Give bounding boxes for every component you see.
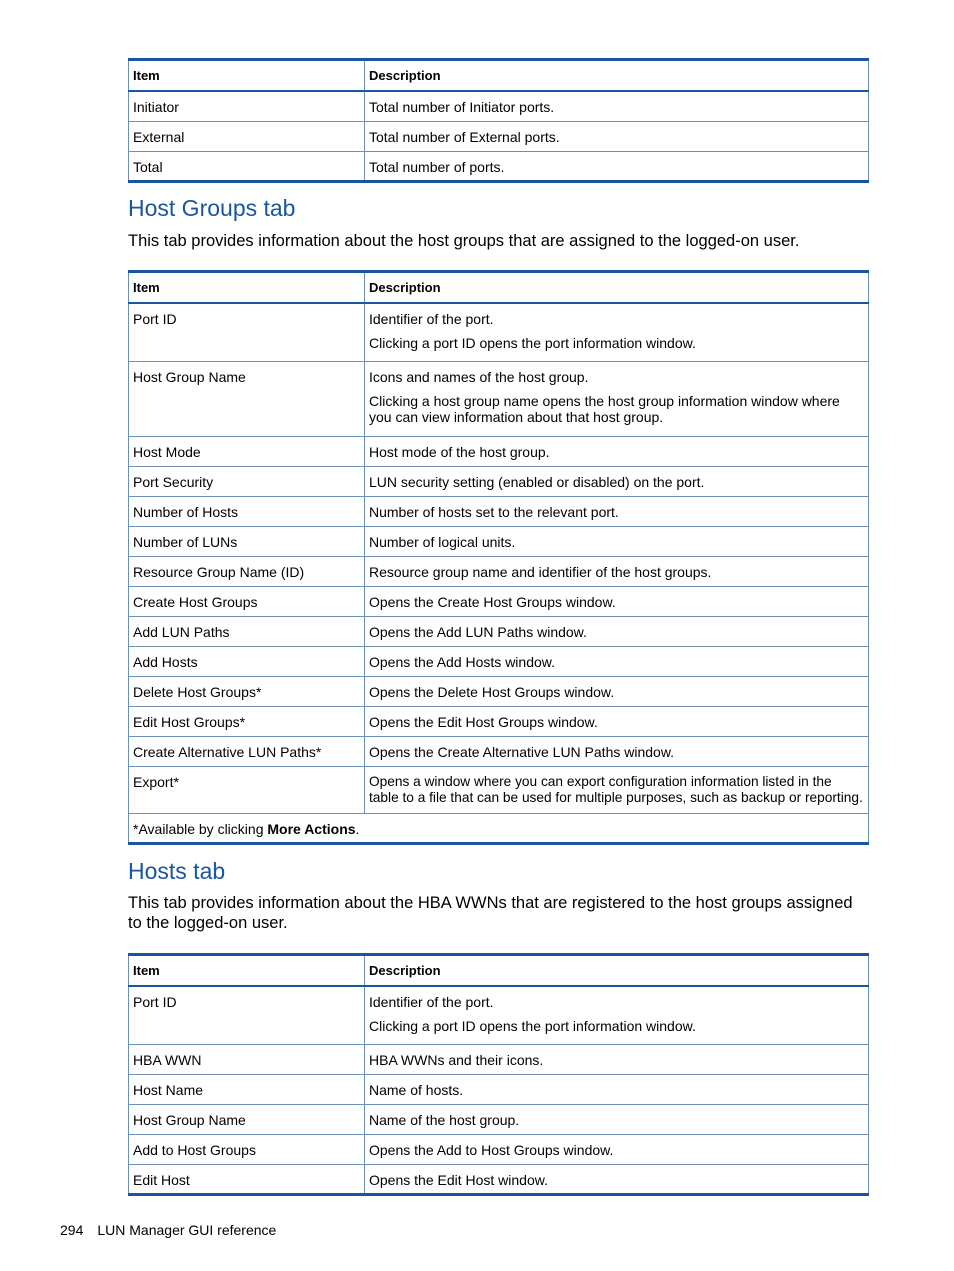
section-heading-hosts: Hosts tab [128, 858, 226, 884]
table-row [129, 151, 869, 181]
section-heading-host-groups: Host Groups tab [128, 195, 296, 221]
table-row [129, 1074, 869, 1104]
cell-item: Number of LUNs [129, 526, 365, 556]
cell-item: Resource Group Name (ID) [129, 556, 365, 586]
hosts-intro: This tab provides information about the HBA WWNs that are registered to the host groups assigned to the logged-on user. [128, 894, 853, 932]
cell-description: Opens a window where you can export configuration information listed in the table to a file that can be used for multiple purposes, such as backup or reporting. [365, 766, 869, 813]
cell-item: Host Group Name [129, 1104, 365, 1134]
cell-item: Port ID [129, 303, 365, 361]
table-row [129, 1164, 869, 1194]
header-description: Description [365, 955, 869, 987]
cell-description: Total number of External ports. [365, 121, 869, 151]
cell-item: Export* [129, 766, 365, 813]
ports-table [128, 58, 869, 183]
table-header-row [129, 60, 869, 92]
cell-description: Opens the Add LUN Paths window. [365, 616, 869, 646]
table-row [129, 1134, 869, 1164]
cell-description: LUN security setting (enabled or disabled) on the port. [365, 466, 869, 496]
footnote-period: . [355, 820, 360, 837]
cell-item: Delete Host Groups* [129, 676, 365, 706]
table-row [129, 986, 869, 1044]
cell-item: Edit Host Groups* [129, 706, 365, 736]
cell-description: Opens the Edit Host window. [365, 1164, 869, 1194]
table-header-row [129, 272, 869, 304]
cell-description: Opens the Add to Host Groups window. [365, 1134, 869, 1164]
table-row [129, 766, 869, 813]
cell-description: Opens the Delete Host Groups window. [365, 676, 869, 706]
hosts-table [128, 953, 869, 1196]
cell-description: Opens the Create Host Groups window. [365, 586, 869, 616]
table-footnote-row [129, 813, 869, 843]
table-header-row [129, 955, 869, 987]
table-row [129, 646, 869, 676]
cell-description: Opens the Add Hosts window. [365, 646, 869, 676]
cell-description: Total number of Initiator ports. [365, 91, 869, 121]
header-item: Item [129, 955, 365, 987]
table-row [129, 706, 869, 736]
cell-item: External [129, 121, 365, 151]
cell-item: Add to Host Groups [129, 1134, 365, 1164]
cell-description: Name of hosts. [365, 1074, 869, 1104]
cell-item: Total [129, 151, 365, 181]
cell-item: Add LUN Paths [129, 616, 365, 646]
cell-description: Name of the host group. [365, 1104, 869, 1134]
table-row [129, 496, 869, 526]
cell-item: Initiator [129, 91, 365, 121]
host-groups-intro: This tab provides information about the host groups that are assigned to the logged-on user. [128, 232, 800, 250]
cell-item: Port ID [129, 986, 365, 1044]
header-item: Item [129, 272, 365, 304]
table-row [129, 556, 869, 586]
header-description: Description [365, 272, 869, 304]
table-row [129, 121, 869, 151]
cell-description: Total number of ports. [365, 151, 869, 181]
page-number: 294 [60, 1222, 84, 1238]
cell-description: HBA WWNs and their icons. [365, 1044, 869, 1074]
table-row [129, 676, 869, 706]
table-row [129, 1104, 869, 1134]
host-groups-table [128, 270, 869, 845]
more-actions-label: More Actions [267, 820, 356, 837]
cell-item: Host Group Name [129, 361, 365, 436]
footer-section-title: LUN Manager GUI reference [97, 1222, 277, 1238]
cell-item: Add Hosts [129, 646, 365, 676]
cell-description: Identifier of the port. Clicking a port ID opens the port information window. [365, 986, 869, 1044]
footnote-text: *Available by clicking [133, 820, 268, 837]
cell-item: Port Security [129, 466, 365, 496]
cell-description: Opens the Edit Host Groups window. [365, 706, 869, 736]
cell-description: Number of logical units. [365, 526, 869, 556]
table-row [129, 1044, 869, 1074]
table-row [129, 736, 869, 766]
cell-item: Edit Host [129, 1164, 365, 1194]
cell-description: Opens the Create Alternative LUN Paths window. [365, 736, 869, 766]
cell-item: HBA WWN [129, 1044, 365, 1074]
table-footnote [129, 813, 869, 843]
table-row [129, 616, 869, 646]
header-item: Item [129, 60, 365, 92]
table-row [129, 586, 869, 616]
page-footer [60, 1222, 290, 1238]
cell-item: Number of Hosts [129, 496, 365, 526]
table-row [129, 526, 869, 556]
cell-item: Create Alternative LUN Paths* [129, 736, 365, 766]
cell-description: Number of hosts set to the relevant port. [365, 496, 869, 526]
cell-item: Host Mode [129, 436, 365, 466]
cell-description: Resource group name and identifier of the host groups. [365, 556, 869, 586]
table-row [129, 436, 869, 466]
cell-description: Host mode of the host group. [365, 436, 869, 466]
cell-item: Host Name [129, 1074, 365, 1104]
cell-description: Identifier of the port. Clicking a port ID opens the port information window. [365, 303, 869, 361]
table-row [129, 91, 869, 121]
table-row [129, 361, 869, 436]
table-row [129, 466, 869, 496]
cell-item: Create Host Groups [129, 586, 365, 616]
header-description: Description [365, 60, 869, 92]
table-row [129, 303, 869, 361]
cell-description: Icons and names of the host group. Clicking a host group name opens the host group information window where you can view information about that host group. [365, 361, 869, 436]
